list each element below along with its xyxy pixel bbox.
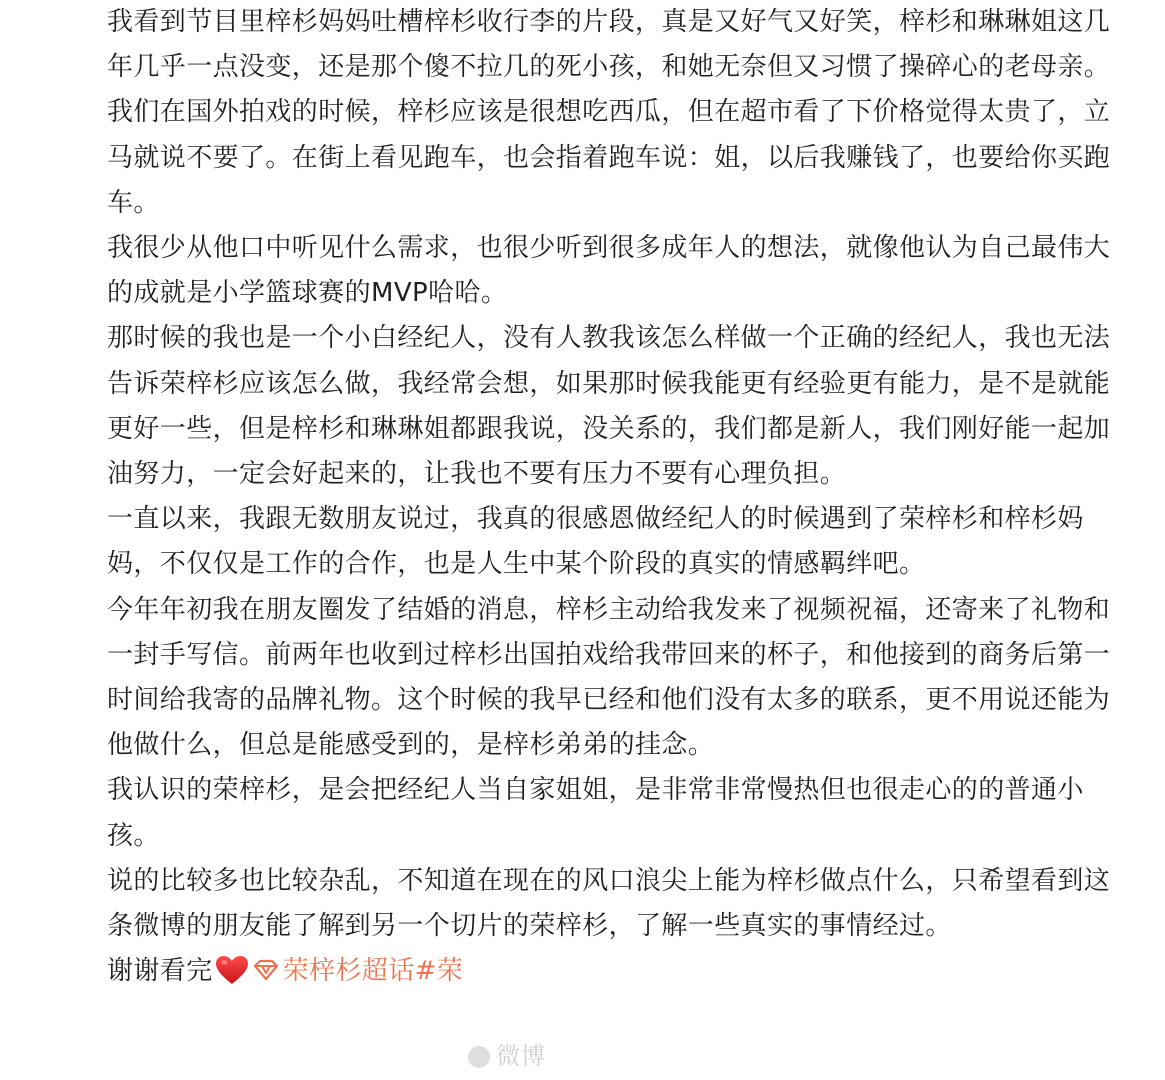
post-closing-line — [107, 949, 1127, 994]
weibo-watermark — [468, 1036, 668, 1076]
post-paragraph: 说的比较多也比较杂乱，不知道在现在的风口浪尖上能为梓杉做点什么，只希望看到这条微博的朋友能了解到另一个切片的荣梓杉，了解一些真实的事情经过。 — [107, 865, 1111, 942]
closing-text: 谢谢看完 — [107, 956, 213, 987]
post-paragraph: 一直以来，我跟无数朋友说过，我真的很感恩做经纪人的时候遇到了荣梓杉和梓杉妈妈，不仅仅是工作的合作，也是人生中某个阶段的真实的情感羁绊吧。 — [107, 504, 1084, 580]
post-paragraph: 我很少从他口中听见什么需求，也很少听到很多成年人的想法，就像他认为自己最伟大的成就是小学篮球赛的MVP哈哈。 — [107, 233, 1111, 309]
watermark-logo-icon — [468, 1046, 490, 1068]
watermark-text: 微博 — [496, 1042, 546, 1070]
red-heart-icon — [215, 955, 249, 985]
hashtag-link[interactable]: #荣 — [414, 956, 464, 987]
post-body — [107, 0, 1127, 994]
super-topic-diamond-icon[interactable] — [251, 952, 281, 976]
super-topic-link[interactable]: 荣梓杉超话 — [282, 956, 415, 987]
post-paragraph: 今年年初我在朋友圈发了结婚的消息，梓杉主动给我发来了视频祝福，还寄来了礼物和一封手写信。前两年也收到过梓杉出国拍戏给我带回来的杯子，和他接到的商务后第一时间给我寄的品牌礼物。这个时候的我早已经和他们没有太多的联系，更不用说还能为他做什么，但总是能感受到的，是梓杉弟弟的挂念。 — [107, 594, 1111, 761]
post-paragraph: 我认识的荣梓杉，是会把经纪人当自家姐姐，是非常非常慢热但也很走心的的普通小孩。 — [107, 775, 1084, 851]
post-paragraph: 那时候的我也是一个小白经纪人，没有人教我该怎么样做一个正确的经纪人，我也无法告诉荣梓杉应该怎么做，我经常会想，如果那时候我能更有经验更有能力，是不是就能更好一些，但是梓杉和琳琳姐都跟我说，没关系的，我们都是新人，我们刚好能一起加油努力，一定会好起来的，让我也不要有压力不要有心理负担。 — [107, 323, 1111, 490]
post-paragraph: 我看到节目里梓杉妈妈吐槽梓杉收行李的片段，真是又好气又好笑，梓杉和琳琳姐这几年几乎一点没变，还是那个傻不拉几的死小孩，和她无奈但又习惯了操碎心的老母亲。 — [107, 7, 1111, 83]
post-paragraph: 我们在国外拍戏的时候，梓杉应该是很想吃西瓜，但在超市看了下价格觉得太贵了，立马就说不要了。在街上看见跑车，也会指着跑车说：姐，以后我赚钱了，也要给你买跑车。 — [107, 97, 1111, 218]
